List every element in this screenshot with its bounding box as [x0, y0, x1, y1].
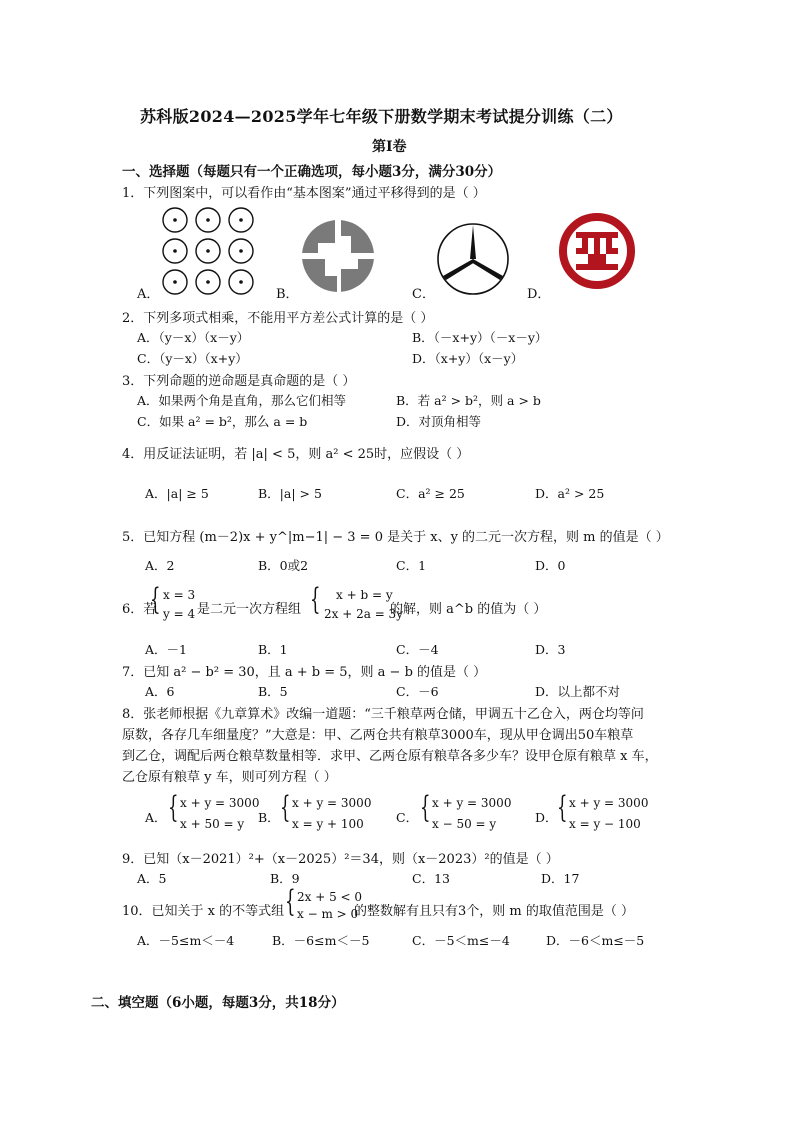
q1-label-b: B．	[276, 287, 299, 302]
q10-ineq1: 2x + 5 < 0	[297, 890, 363, 904]
q9-option-d: D．17	[541, 871, 580, 886]
q8-line2: 原数，各存几车细量度？”大意是：甲、乙两仓共有粮草3000车，现从甲仓调出50车粮草	[122, 728, 634, 743]
q2-option-c: C．（y－x）（x+y）	[137, 351, 248, 366]
q10-system-brace: {	[285, 884, 296, 919]
q1-label-c: C．	[412, 287, 435, 302]
q6-suffix: 的解，则 a^b 的值为（ ）	[390, 602, 547, 617]
q5-option-a: A．2	[145, 558, 175, 573]
q9-option-c: C．13	[412, 871, 450, 886]
volume-label: 第Ⅰ卷	[372, 139, 407, 155]
section2-heading: 二、填空题（6小题，每题3分，共18分）	[91, 995, 345, 1011]
q7-option-b: B．5	[258, 684, 288, 699]
section1-heading: 一、选择题（每题只有一个正确选项，每小题3分，满分30分）	[122, 164, 502, 180]
q4-option-c: C．a² ≥ 25	[396, 486, 465, 501]
q10-option-a: A．－5≤m＜－4	[137, 933, 235, 948]
q5-option-c: C．1	[396, 558, 427, 573]
q8-line3: 到乙仓，调配后两仓粮草数量相等．求甲、乙两仓原有粮草各多少车？设甲仓原有粮草 x 车，	[122, 749, 658, 764]
q8-option-d-brace: {	[557, 790, 568, 825]
q4-stem: 4．用反证法证明，若 |a| < 5，则 a² < 25时，应假设（ ）	[122, 447, 470, 462]
q8-option-c-eq2: x − 50 = y	[432, 817, 497, 831]
q10-option-b: B．－6≤m＜－5	[272, 933, 370, 948]
q9-stem: 9．已知（x－2021）²+（x－2025）²＝34，则（x－2023）²的值是（ ）	[122, 852, 559, 867]
q8-option-d-eq2: x = y − 100	[569, 817, 641, 831]
q10-option-d: D．－6＜m≤－5	[546, 933, 645, 948]
q2-option-b: B．（－x+y）（－x－y）	[412, 330, 548, 345]
q9-option-b: B．9	[270, 871, 300, 886]
q6-solution-x: x = 3	[163, 588, 196, 602]
q10-prefix: 10．已知关于 x 的不等式组	[122, 904, 285, 919]
q3-option-a: A．如果两个角是直角，那么它们相等	[137, 393, 347, 408]
q10-option-c: C．－5＜m≤－4	[412, 933, 510, 948]
q6-prefix: 6．若	[122, 602, 157, 617]
q7-option-c: C．－6	[396, 684, 439, 699]
q5-stem: 5．已知方程 (m－2)x + y^|m−1| − 3 = 0 是关于 x、y 的二元一次方程，则 m 的值是（ ）	[122, 530, 669, 545]
q6-system-brace: {	[310, 582, 321, 617]
q6-option-c: C．－4	[396, 642, 439, 657]
q8-option-b-eq2: x = y + 100	[292, 817, 364, 831]
q7-stem: 7．已知 a² − b² = 30，且 a + b = 5，则 a − b 的值是（ ）	[122, 665, 487, 680]
q4-option-d: D．a² > 25	[535, 486, 605, 501]
q7-option-d: D．以上都不对	[535, 684, 621, 699]
q10-suffix: 的整数解有且只有3个，则 m 的取值范围是（ ）	[354, 904, 634, 919]
q8-line4: 乙仓原有粮草 y 车，则可列方程（ ）	[122, 770, 337, 785]
q3-option-d: D．对顶角相等	[396, 414, 482, 429]
page-title: 苏科版2024—2025学年七年级下册数学期末考试提分训练（二）	[140, 107, 623, 126]
q8-option-a-eq2: x + 50 = y	[180, 817, 245, 831]
q6-option-d: D．3	[535, 642, 566, 657]
q1-pattern-a	[160, 205, 260, 297]
q4-option-b: B．|a| > 5	[258, 486, 322, 501]
q1-label-a: A．	[137, 287, 160, 302]
q2-option-a: A．（y－x）（x－y）	[137, 330, 250, 345]
q1-pattern-b	[300, 218, 376, 294]
q6-solution-brace: {	[150, 582, 161, 617]
q1-label-d: D．	[527, 287, 551, 302]
q7-option-a: A．6	[145, 684, 175, 699]
q2-option-d: D．（x+y）（x－y）	[412, 351, 524, 366]
q6-solution-y: y = 4	[163, 607, 196, 621]
q8-option-a-eq1: x + y = 3000	[180, 796, 260, 810]
q6-mid: 是二元一次方程组	[197, 602, 302, 617]
q4-option-a: A．|a| ≥ 5	[145, 486, 209, 501]
q3-option-c: C．如果 a² = b²，那么 a = b	[137, 414, 308, 429]
q3-option-b: B．若 a² > b²，则 a > b	[396, 393, 541, 408]
q5-option-d: D．0	[535, 558, 566, 573]
q9-option-a: A．5	[137, 871, 167, 886]
q3-stem: 3．下列命题的逆命题是真命题的是（ ）	[122, 374, 356, 389]
q8-line1: 8．张老师根据《九章算术》改编一道题：“三千粮草两仓储，甲调五十乙仓入，两仓均等问	[122, 707, 644, 722]
q8-option-c-eq1: x + y = 3000	[432, 796, 512, 810]
q8-option-b-label: B．	[258, 810, 280, 825]
q1-pattern-c	[435, 221, 511, 297]
q8-option-b-eq1: x + y = 3000	[292, 796, 372, 810]
q8-option-b-brace: {	[280, 790, 291, 825]
q8-option-a-label: A．	[145, 810, 167, 825]
q6-option-b: B．1	[258, 642, 288, 657]
q8-option-d-eq1: x + y = 3000	[569, 796, 649, 810]
q1-stem: 1．下列图案中，可以看作由“基本图案”通过平移得到的是（ ）	[122, 186, 486, 201]
q10-ineq2: x − m > 0	[297, 907, 359, 921]
q6-eq2: 2x + 2a = 3y	[324, 607, 403, 621]
q8-option-c-label: C．	[396, 810, 419, 825]
q6-eq1: x + b = y	[336, 588, 393, 602]
q8-option-d-label: D．	[535, 810, 558, 825]
q5-option-b: B．0或2	[258, 558, 309, 573]
q1-pattern-d	[558, 212, 636, 290]
q6-option-a: A．－1	[145, 642, 187, 657]
q2-stem: 2．下列多项式相乘，不能用平方差公式计算的是（ ）	[122, 311, 434, 326]
q8-option-a-brace: {	[168, 790, 179, 825]
q8-option-c-brace: {	[420, 790, 431, 825]
